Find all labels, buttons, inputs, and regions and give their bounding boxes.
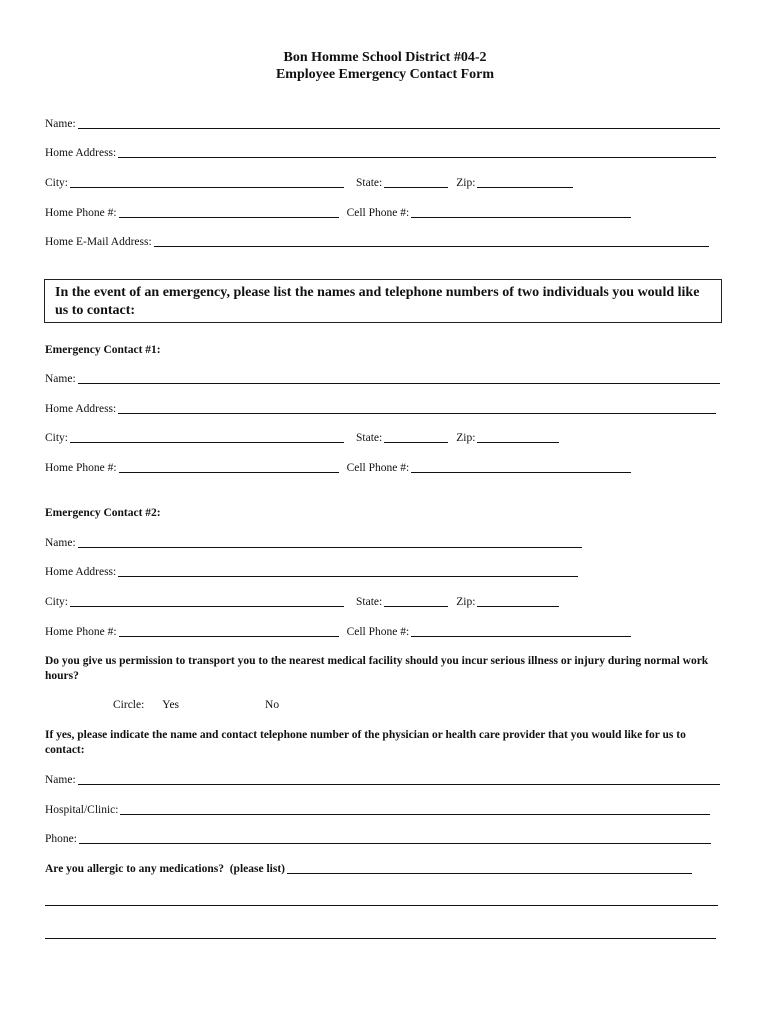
contact2-name-field[interactable] [78, 536, 582, 548]
contact1-name-label: Name: [45, 373, 76, 385]
contact1-home-phone-label: Home Phone #: [45, 462, 117, 474]
allergy-extra-line-1[interactable] [45, 905, 718, 906]
employee-zip-label: Zip: [456, 177, 476, 189]
physician-phone-field[interactable] [79, 832, 711, 844]
contact2-city-field[interactable] [70, 595, 344, 607]
physician-name-label: Name: [45, 774, 76, 786]
form-title: Employee Emergency Contact Form [275, 67, 495, 82]
contact2-cell-phone-label: Cell Phone #: [346, 626, 410, 638]
employee-email-field[interactable] [154, 235, 709, 247]
employee-city-row [45, 176, 573, 190]
employee-email-row [45, 235, 709, 249]
allergy-row [45, 862, 692, 876]
physician-question: If yes, please indicate the name and contact telephone number of the physician or health care provider that you would like for us to contact: [45, 729, 686, 756]
physician-phone-row [45, 832, 711, 846]
employee-city-field[interactable] [70, 176, 344, 188]
contact2-city-row [45, 595, 559, 609]
contact2-name-label: Name: [45, 537, 76, 549]
allergy-field[interactable] [287, 862, 692, 874]
employee-cell-phone-field[interactable] [411, 206, 631, 218]
hospital-row [45, 803, 710, 817]
contact1-name-row [45, 372, 720, 386]
contact2-heading-text: Emergency Contact #2: [45, 507, 161, 519]
contact1-heading-text: Emergency Contact #1: [45, 344, 161, 356]
contact1-city-field[interactable] [70, 431, 344, 443]
yes-option[interactable]: Yes [162, 699, 180, 711]
employee-name-field[interactable] [78, 117, 720, 129]
circle-label: Circle: [113, 699, 145, 711]
employee-address-label: Home Address: [45, 147, 117, 159]
employee-name-row [45, 117, 720, 131]
allergy-extra-line-2[interactable] [45, 938, 716, 939]
contact2-name-row [45, 536, 582, 550]
contact1-cell-phone-field[interactable] [411, 461, 631, 473]
employee-city-label: City: [45, 177, 69, 189]
contact2-address-row [45, 565, 578, 579]
contact2-phone-row [45, 625, 631, 639]
contact1-address-row [45, 402, 716, 416]
employee-phone-row [45, 206, 631, 220]
allergy-question: Are you allergic to any medications? (please list) [45, 863, 285, 875]
hospital-field[interactable] [120, 803, 710, 815]
employee-address-field[interactable] [118, 146, 716, 158]
employee-home-phone-label: Home Phone #: [45, 207, 117, 219]
employee-cell-phone-label: Cell Phone #: [346, 207, 410, 219]
contact2-address-field[interactable] [118, 565, 578, 577]
transport-circle-row [113, 698, 279, 712]
employee-home-phone-field[interactable] [119, 206, 339, 218]
contact1-name-field[interactable] [78, 372, 720, 384]
contact2-city-label: City: [45, 596, 69, 608]
transport-question: Do you give us permission to transport you to the nearest medical facility should you incur serious illness or injury during normal work hours? [45, 655, 709, 682]
contact1-phone-row [45, 461, 631, 475]
contact1-state-label: State: [356, 432, 383, 444]
contact2-home-phone-label: Home Phone #: [45, 626, 117, 638]
employee-email-label: Home E-Mail Address: [45, 236, 152, 248]
contact2-heading [45, 506, 161, 520]
contact2-address-label: Home Address: [45, 566, 117, 578]
contact2-cell-phone-field[interactable] [411, 625, 631, 637]
employee-address-row [45, 146, 716, 160]
contact1-address-label: Home Address: [45, 403, 117, 415]
contact1-heading [45, 343, 161, 357]
contact2-home-phone-field[interactable] [119, 625, 339, 637]
contact1-state-field[interactable] [384, 431, 448, 443]
emergency-notice-box: In the event of an emergency, please list the names and telephone numbers of two individuals you would like us to contact: [44, 279, 722, 323]
contact1-address-field[interactable] [118, 402, 716, 414]
district-title: Bon Homme School District #04-2 [283, 50, 487, 65]
employee-zip-field[interactable] [477, 176, 573, 188]
contact1-zip-field[interactable] [477, 431, 559, 443]
contact1-zip-label: Zip: [456, 432, 476, 444]
contact2-zip-label: Zip: [456, 596, 476, 608]
employee-name-label: Name: [45, 118, 76, 130]
no-option[interactable]: No [265, 699, 280, 711]
contact1-city-label: City: [45, 432, 69, 444]
contact1-city-row [45, 431, 559, 445]
employee-state-label: State: [356, 177, 383, 189]
physician-name-field[interactable] [78, 773, 720, 785]
contact1-cell-phone-label: Cell Phone #: [346, 462, 410, 474]
contact2-state-field[interactable] [384, 595, 448, 607]
contact2-zip-field[interactable] [477, 595, 559, 607]
physician-phone-label: Phone: [45, 833, 77, 845]
hospital-label: Hospital/Clinic: [45, 804, 119, 816]
contact2-state-label: State: [356, 596, 383, 608]
physician-name-row [45, 773, 720, 787]
employee-state-field[interactable] [384, 176, 448, 188]
contact1-home-phone-field[interactable] [119, 461, 339, 473]
